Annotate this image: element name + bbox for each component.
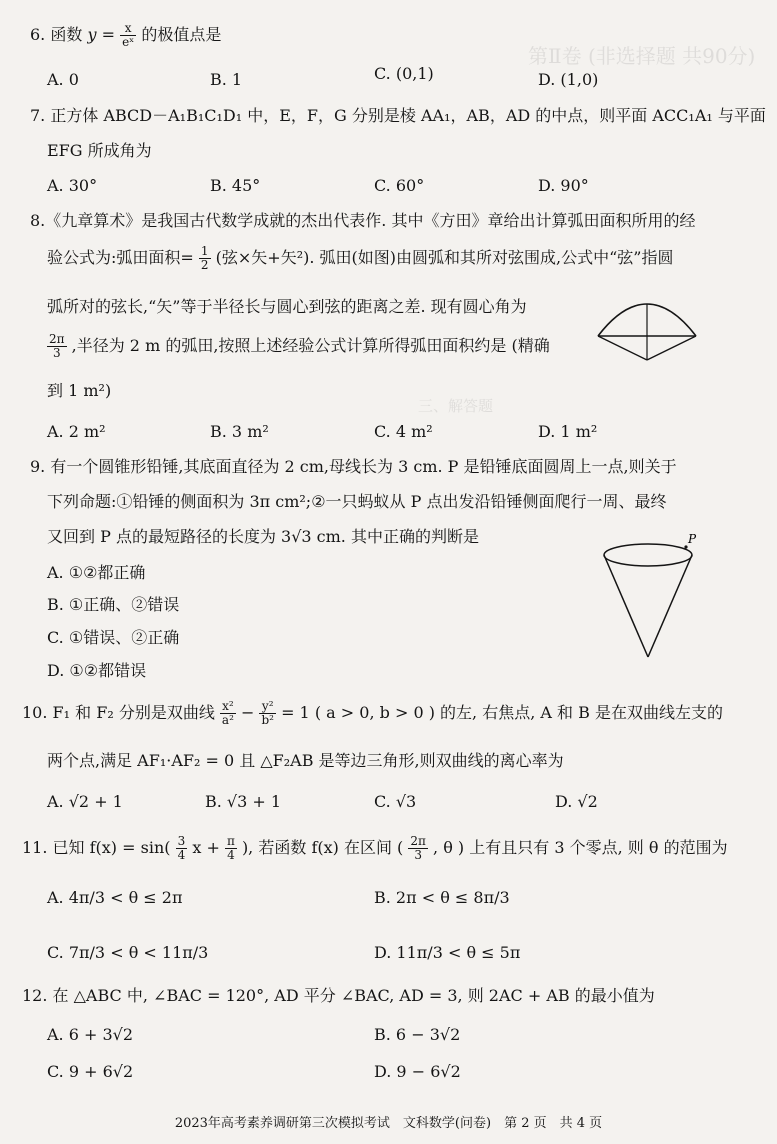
option-b[interactable]: B. 1 (210, 70, 243, 89)
fraction: $\frac{\pi}{4}$ (226, 834, 235, 862)
option-a[interactable]: A. ①②都正确 (47, 563, 146, 582)
question-9-line-2: 下列命题:①铅锤的侧面积为 3π cm²;②一只蚂蚁从 P 点出发沿铅锤侧面爬行一周、最终 (47, 492, 667, 511)
option-d[interactable]: D. 11π/3 < θ ≤ 5π (374, 943, 521, 962)
option-d[interactable]: D. √2 (555, 792, 598, 811)
fraction: $\frac{1}{2}$ (200, 244, 209, 272)
option-c[interactable]: C. ①错误、②正确 (47, 628, 180, 647)
option-d[interactable]: D. 9 − 6√2 (374, 1062, 461, 1081)
question-8-line-2: 验公式为:弧田面积= $\frac{1}{2}$ (弦×矢+矢²). 弧田(如图)由圆弧和其所对弦围成,公式中“弦”指圆 (47, 244, 674, 272)
option-b[interactable]: B. ①正确、②错误 (47, 595, 180, 614)
question-8-line-5: 到 1 m²) (47, 381, 112, 400)
option-a[interactable]: A. 30° (47, 176, 98, 195)
question-7-line-1: 7. 正方体 ABCD－A₁B₁C₁D₁ 中，E，F，G 分别是棱 AA₁，AB，AD 的中点，则平面 ACC₁A₁ 与平面 (30, 106, 766, 125)
option-c[interactable]: C. (0,1) (374, 64, 434, 83)
question-12-line-1: 12. 在 △ABC 中, ∠BAC = 120°, AD 平分 ∠BAC, AD = 3, 则 2AC + AB 的最小值为 (22, 986, 655, 1005)
fraction: $\frac{\text{y²}}{\text{b²}}$ (261, 699, 274, 727)
option-b[interactable]: B. 2π < θ ≤ 8π/3 (374, 888, 510, 907)
question-9-line-3: 又回到 P 点的最短路径的长度为 3√3 cm. 其中正确的判断是 (47, 527, 479, 546)
question-8-line-4: $\frac{2\pi}{3}$ ,半径为 2 m 的弧田,按照上述经验公式计算所得弧田面积约是 (精确 (49, 332, 550, 360)
option-c[interactable]: C. 9 + 6√2 (47, 1062, 134, 1081)
option-b[interactable]: B. 45° (210, 176, 261, 195)
point-p-label: P (688, 533, 697, 546)
option-a[interactable]: A. 0 (47, 70, 79, 89)
fraction: $\frac{\text{x²}}{\text{a²}}$ (221, 699, 234, 727)
question-10-line-2: 两个点,满足 AF₁·AF₂ = 0 且 △F₂AB 是等边三角形,则双曲线的离心率为 (47, 751, 564, 770)
option-a[interactable]: A. 2 m² (47, 422, 106, 441)
option-b[interactable]: B. √3 + 1 (205, 792, 282, 811)
option-a[interactable]: A. 4π/3 < θ ≤ 2π (47, 888, 183, 907)
option-d[interactable]: D. 1 m² (538, 422, 598, 441)
fraction: $\frac{2\pi}{3}$ (410, 834, 426, 862)
option-c[interactable]: C. √3 (374, 792, 417, 811)
question-10-line-1: 10. F₁ 和 F₂ 分别是双曲线 $\frac{\text{x²}}{\text{a²}}$ − $\frac{\text{y²}}{\text{b²}}$ = 1 ( a > 0, b > 0 ) 的左, 右焦点, A 和 B 是在双曲线左支的 (22, 699, 723, 727)
option-a[interactable]: A. 6 + 3√2 (47, 1025, 134, 1044)
question-7-line-2: EFG 所成角为 (47, 141, 152, 160)
option-d[interactable]: D. (1,0) (538, 70, 599, 89)
option-a[interactable]: A. √2 + 1 (47, 792, 123, 811)
question-8-line-1: 8.《九章算术》是我国古代数学成就的杰出代表作. 其中《方田》章给出计算弧田面积所用的经 (30, 211, 696, 230)
bleed-through-text: 三、解答题 (418, 397, 494, 415)
fraction: $\frac{3}{4}$ (177, 834, 186, 862)
question-6-stem: 6. 函数 y = $\frac{x}{\text{eˣ}}$ 的极值点是 (30, 21, 222, 49)
option-b[interactable]: B. 3 m² (210, 422, 269, 441)
arc-field-figure (592, 292, 702, 364)
question-9-line-1: 9. 有一个圆锥形铅锤,其底面直径为 2 cm,母线长为 3 cm. P 是铅锤底面圆周上一点,则关于 (30, 457, 677, 476)
option-d[interactable]: D. 90° (538, 176, 589, 195)
option-b[interactable]: B. 6 − 3√2 (374, 1025, 461, 1044)
fraction: $\frac{x}{\text{eˣ}}$ (122, 21, 135, 49)
fraction: $\frac{2\pi}{3}$ (49, 332, 65, 360)
option-c[interactable]: C. 4 m² (374, 422, 433, 441)
page-footer: 2023年高考素养调研第三次模拟考试 文科数学(问卷) 第 2 页 共 4 页 (174, 1116, 603, 1131)
bleed-through-text: 第Ⅱ卷 (非选择题 共90分) (528, 44, 756, 68)
option-d[interactable]: D. ①②都错误 (47, 661, 147, 680)
cone-figure (598, 533, 708, 663)
option-c[interactable]: C. 7π/3 < θ < 11π/3 (47, 943, 209, 962)
question-8-line-3: 弧所对的弦长,“矢”等于半径长与圆心到弦的距离之差. 现有圆心角为 (47, 297, 527, 316)
option-c[interactable]: C. 60° (374, 176, 425, 195)
question-11-line-1: 11. 已知 f(x) = sin( $\frac{3}{4}$ x + $\frac{\pi}{4}$ ), 若函数 f(x) 在区间 ( $\frac{2\pi}{3}$ , θ ) 上有且只有 3 个零点, 则 θ 的范围为 (22, 834, 728, 862)
